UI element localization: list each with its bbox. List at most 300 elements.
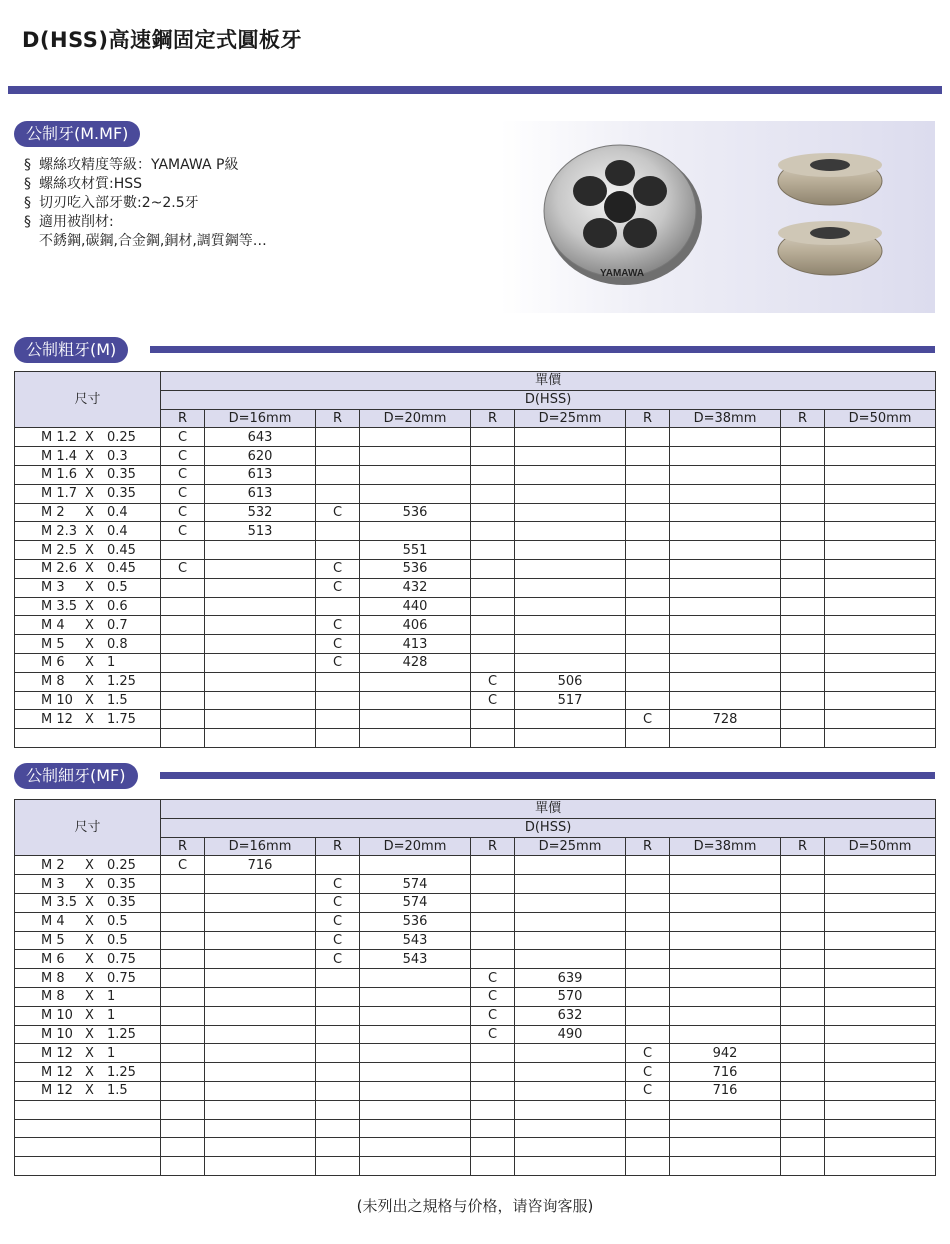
times-symbol: X — [85, 542, 94, 558]
price-cell: 543 — [360, 950, 471, 969]
size-cell — [15, 578, 161, 597]
r-cell — [626, 1006, 670, 1025]
price-cell — [205, 616, 316, 635]
price-cell: 942 — [670, 1044, 781, 1063]
r-cell — [161, 969, 205, 988]
diameter-header: D=16mm — [205, 837, 316, 856]
r-cell: C — [316, 559, 360, 578]
price-cell — [825, 522, 936, 541]
section-line-coarse — [150, 346, 935, 353]
r-cell — [626, 969, 670, 988]
price-cell: 639 — [515, 969, 626, 988]
unit-price-header: 單價 — [161, 800, 936, 819]
price-cell — [515, 578, 626, 597]
thread-size: M 2.3 — [41, 523, 78, 539]
size-cell — [15, 1119, 161, 1138]
size-cell — [15, 503, 161, 522]
r-cell: C — [316, 503, 360, 522]
r-cell — [471, 1100, 515, 1119]
coarse-price-table — [14, 371, 936, 748]
price-cell — [670, 635, 781, 654]
size-cell — [15, 729, 161, 748]
r-cell — [626, 987, 670, 1006]
r-cell — [471, 428, 515, 447]
price-cell — [205, 597, 316, 616]
table-row — [15, 447, 936, 466]
thread-size: M 2 — [41, 857, 65, 873]
r-cell — [626, 635, 670, 654]
r-cell — [626, 950, 670, 969]
r-cell — [471, 616, 515, 635]
thread-pitch: 1.25 — [107, 674, 136, 690]
price-cell — [670, 541, 781, 560]
thread-size: M 10 — [41, 1008, 73, 1024]
r-header: R — [471, 837, 515, 856]
r-header: R — [161, 837, 205, 856]
table-row — [15, 1025, 936, 1044]
r-cell — [781, 484, 825, 503]
r-cell — [471, 447, 515, 466]
price-cell — [825, 1081, 936, 1100]
table-row — [15, 541, 936, 560]
r-cell — [626, 729, 670, 748]
price-cell — [825, 1063, 936, 1082]
thread-pitch: 0.45 — [107, 542, 136, 558]
price-cell: 406 — [360, 616, 471, 635]
thread-pitch: 0.5 — [107, 914, 128, 930]
diameter-header: D=50mm — [825, 837, 936, 856]
feature-list — [24, 156, 267, 251]
r-cell — [781, 616, 825, 635]
thread-pitch: 0.5 — [107, 932, 128, 948]
diameter-header: D=25mm — [515, 837, 626, 856]
table-row — [15, 893, 936, 912]
r-cell: C — [626, 1044, 670, 1063]
price-cell — [825, 729, 936, 748]
table-row — [15, 653, 936, 672]
size-cell — [15, 875, 161, 894]
r-cell — [781, 428, 825, 447]
size-header: 尺寸 — [15, 372, 161, 428]
price-cell — [825, 950, 936, 969]
price-cell — [360, 856, 471, 875]
price-cell — [515, 710, 626, 729]
r-cell — [781, 465, 825, 484]
r-cell — [471, 1119, 515, 1138]
price-cell — [825, 1006, 936, 1025]
price-cell: 428 — [360, 653, 471, 672]
size-cell — [15, 522, 161, 541]
thread-size: M 6 — [41, 655, 65, 671]
r-header: R — [626, 837, 670, 856]
price-cell — [670, 597, 781, 616]
times-symbol: X — [85, 1083, 94, 1099]
r-cell — [316, 447, 360, 466]
price-cell — [205, 1119, 316, 1138]
price-cell — [360, 1081, 471, 1100]
r-cell: C — [626, 1081, 670, 1100]
r-cell — [471, 484, 515, 503]
price-cell — [825, 559, 936, 578]
r-cell — [781, 672, 825, 691]
price-cell — [515, 875, 626, 894]
times-symbol: X — [85, 674, 94, 690]
table-row — [15, 578, 936, 597]
price-cell — [670, 578, 781, 597]
r-header: R — [161, 409, 205, 428]
thread-pitch: 1.5 — [107, 692, 128, 708]
price-cell — [205, 950, 316, 969]
thread-size: M 5 — [41, 932, 65, 948]
price-cell: 536 — [360, 912, 471, 931]
price-cell: 413 — [360, 635, 471, 654]
r-cell — [161, 597, 205, 616]
r-cell — [626, 1100, 670, 1119]
r-cell — [626, 691, 670, 710]
price-cell — [205, 969, 316, 988]
price-cell — [515, 428, 626, 447]
size-cell — [15, 672, 161, 691]
price-cell: 643 — [205, 428, 316, 447]
thread-pitch: 0.4 — [107, 504, 128, 520]
die-illustration — [500, 121, 935, 313]
r-cell: C — [626, 710, 670, 729]
price-cell — [360, 522, 471, 541]
price-cell — [515, 522, 626, 541]
r-cell — [471, 465, 515, 484]
r-cell: C — [161, 559, 205, 578]
r-cell: C — [161, 465, 205, 484]
size-cell — [15, 691, 161, 710]
price-cell — [515, 635, 626, 654]
times-symbol: X — [85, 561, 94, 577]
size-cell — [15, 893, 161, 912]
price-cell — [825, 503, 936, 522]
diameter-header: D=38mm — [670, 409, 781, 428]
r-header: R — [316, 409, 360, 428]
table-row — [15, 672, 936, 691]
price-cell — [670, 856, 781, 875]
times-symbol: X — [85, 636, 94, 652]
price-cell: 543 — [360, 931, 471, 950]
r-cell — [626, 465, 670, 484]
price-cell: 716 — [205, 856, 316, 875]
thread-pitch: 1.75 — [107, 711, 136, 727]
price-cell — [360, 672, 471, 691]
r-cell — [161, 1006, 205, 1025]
price-cell — [515, 729, 626, 748]
price-cell — [515, 1081, 626, 1100]
table-row — [15, 559, 936, 578]
size-cell — [15, 1157, 161, 1176]
price-cell — [670, 1157, 781, 1176]
r-cell — [626, 559, 670, 578]
r-cell — [781, 893, 825, 912]
price-cell — [205, 635, 316, 654]
table-row — [15, 503, 936, 522]
price-cell — [515, 950, 626, 969]
thread-pitch: 0.6 — [107, 598, 128, 614]
r-cell — [626, 931, 670, 950]
r-cell — [626, 893, 670, 912]
r-cell — [316, 522, 360, 541]
price-cell — [205, 653, 316, 672]
price-cell — [205, 1100, 316, 1119]
thread-size: M 4 — [41, 617, 65, 633]
table-row — [15, 691, 936, 710]
price-cell — [670, 1119, 781, 1138]
price-cell — [670, 912, 781, 931]
r-cell — [316, 1119, 360, 1138]
thread-size: M 4 — [41, 914, 65, 930]
r-cell: C — [316, 931, 360, 950]
size-cell — [15, 447, 161, 466]
r-cell — [626, 484, 670, 503]
thread-size: M 1.2 — [41, 429, 78, 445]
price-cell — [670, 503, 781, 522]
price-cell — [670, 987, 781, 1006]
price-cell — [205, 1157, 316, 1176]
table-row — [15, 1063, 936, 1082]
footnote: (未列出之規格与价格，请咨询客服) — [356, 1197, 594, 1215]
r-cell — [161, 710, 205, 729]
price-cell: 532 — [205, 503, 316, 522]
size-cell — [15, 1081, 161, 1100]
table-row — [15, 1081, 936, 1100]
materials-text: 不銹鋼,碳鋼,合金鋼,銅材,調質鋼等… — [39, 233, 267, 249]
r-cell — [316, 672, 360, 691]
price-cell — [515, 653, 626, 672]
r-cell — [471, 503, 515, 522]
table-row — [15, 912, 936, 931]
thread-pitch: 0.5 — [107, 580, 128, 596]
r-cell — [781, 541, 825, 560]
size-header: 尺寸 — [15, 800, 161, 856]
table-row — [15, 597, 936, 616]
price-cell: 536 — [360, 559, 471, 578]
times-symbol: X — [85, 951, 94, 967]
thread-size: M 12 — [41, 1083, 73, 1099]
r-cell — [161, 931, 205, 950]
price-cell — [360, 969, 471, 988]
price-cell — [205, 578, 316, 597]
price-cell — [515, 1119, 626, 1138]
product-photo — [500, 121, 935, 313]
price-cell — [205, 541, 316, 560]
r-cell — [781, 710, 825, 729]
price-cell — [205, 893, 316, 912]
r-cell — [781, 1081, 825, 1100]
r-cell — [781, 729, 825, 748]
size-cell — [15, 1006, 161, 1025]
thread-pitch: 0.35 — [107, 876, 136, 892]
thread-pitch: 1 — [107, 655, 116, 671]
times-symbol: X — [85, 655, 94, 671]
price-cell — [670, 931, 781, 950]
fine-price-table — [14, 799, 936, 1176]
r-cell — [781, 1025, 825, 1044]
r-cell — [161, 729, 205, 748]
r-cell — [316, 484, 360, 503]
size-cell — [15, 1044, 161, 1063]
r-cell: C — [316, 635, 360, 654]
price-cell — [825, 1044, 936, 1063]
thread-pitch: 1.25 — [107, 1026, 136, 1042]
table-row — [15, 465, 936, 484]
r-cell — [781, 578, 825, 597]
price-cell — [360, 1119, 471, 1138]
price-cell — [515, 503, 626, 522]
price-cell — [670, 559, 781, 578]
thread-size: M 12 — [41, 1064, 73, 1080]
times-symbol: X — [85, 429, 94, 445]
r-cell — [471, 559, 515, 578]
price-cell — [825, 969, 936, 988]
r-cell: C — [471, 1006, 515, 1025]
price-cell — [515, 856, 626, 875]
price-cell: 574 — [360, 875, 471, 894]
r-cell — [626, 597, 670, 616]
thread-size: M 8 — [41, 970, 65, 986]
r-cell — [316, 1157, 360, 1176]
price-cell — [670, 950, 781, 969]
r-cell — [781, 1119, 825, 1138]
thread-size: M 6 — [41, 951, 65, 967]
times-symbol: X — [85, 895, 94, 911]
times-symbol: X — [85, 989, 94, 1005]
feature-item: § 適用被削材: — [24, 214, 114, 230]
times-symbol: X — [85, 486, 94, 502]
r-cell: C — [316, 616, 360, 635]
price-cell — [360, 1157, 471, 1176]
price-cell — [205, 559, 316, 578]
price-cell — [670, 1025, 781, 1044]
size-cell — [15, 1025, 161, 1044]
r-cell — [471, 1138, 515, 1157]
thread-pitch: 0.8 — [107, 636, 128, 652]
price-cell — [670, 616, 781, 635]
r-cell — [161, 1100, 205, 1119]
size-cell — [15, 856, 161, 875]
r-cell: C — [161, 447, 205, 466]
thread-size: M 3 — [41, 876, 65, 892]
price-cell: 613 — [205, 465, 316, 484]
price-cell: 490 — [515, 1025, 626, 1044]
table-row — [15, 1006, 936, 1025]
price-cell — [360, 710, 471, 729]
price-cell — [670, 484, 781, 503]
thread-size: M 2.5 — [41, 542, 78, 558]
price-cell — [825, 912, 936, 931]
r-cell — [161, 893, 205, 912]
r-cell — [161, 1081, 205, 1100]
material-header: D(HSS) — [161, 390, 936, 409]
price-cell — [825, 541, 936, 560]
price-cell: 536 — [360, 503, 471, 522]
r-cell — [316, 1006, 360, 1025]
thread-pitch: 0.4 — [107, 523, 128, 539]
price-cell: 574 — [360, 893, 471, 912]
thread-size: M 5 — [41, 636, 65, 652]
price-cell — [205, 1044, 316, 1063]
diameter-header: D=20mm — [360, 409, 471, 428]
r-cell — [626, 541, 670, 560]
size-cell — [15, 559, 161, 578]
price-cell — [360, 465, 471, 484]
size-cell — [15, 484, 161, 503]
r-cell — [781, 987, 825, 1006]
r-cell: C — [471, 672, 515, 691]
times-symbol: X — [85, 504, 94, 520]
r-cell — [781, 931, 825, 950]
r-cell — [781, 691, 825, 710]
r-header: R — [471, 409, 515, 428]
r-cell — [781, 950, 825, 969]
page-title: D(HSS)高速鋼固定式圓板牙 — [22, 28, 303, 52]
thread-pitch: 0.3 — [107, 448, 128, 464]
price-cell — [825, 447, 936, 466]
r-cell — [316, 1025, 360, 1044]
thread-pitch: 0.25 — [107, 857, 136, 873]
price-cell: 513 — [205, 522, 316, 541]
thread-pitch: 1 — [107, 1008, 116, 1024]
size-cell — [15, 1138, 161, 1157]
r-cell — [161, 1025, 205, 1044]
section-label-coarse: 公制粗牙(M) — [14, 337, 128, 363]
diameter-header: D=25mm — [515, 409, 626, 428]
table-row — [15, 428, 936, 447]
price-cell — [360, 987, 471, 1006]
size-cell — [15, 597, 161, 616]
table-row — [15, 710, 936, 729]
thread-pitch: 1.5 — [107, 1083, 128, 1099]
size-cell — [15, 969, 161, 988]
thread-pitch: 0.75 — [107, 970, 136, 986]
r-cell: C — [161, 522, 205, 541]
r-cell — [161, 1119, 205, 1138]
r-cell — [626, 912, 670, 931]
r-cell — [781, 447, 825, 466]
r-cell — [161, 691, 205, 710]
times-symbol: X — [85, 598, 94, 614]
times-symbol: X — [85, 448, 94, 464]
price-cell — [670, 465, 781, 484]
price-cell — [205, 1063, 316, 1082]
size-cell — [15, 616, 161, 635]
r-cell — [626, 1025, 670, 1044]
r-cell — [626, 428, 670, 447]
price-cell: 728 — [670, 710, 781, 729]
price-cell — [670, 1006, 781, 1025]
size-cell — [15, 465, 161, 484]
price-cell — [825, 710, 936, 729]
times-symbol: X — [85, 711, 94, 727]
times-symbol: X — [85, 523, 94, 539]
thread-pitch: 0.25 — [107, 429, 136, 445]
r-cell — [626, 447, 670, 466]
r-cell — [316, 1100, 360, 1119]
r-cell — [316, 1063, 360, 1082]
title-divider — [8, 86, 942, 94]
price-cell: 432 — [360, 578, 471, 597]
r-cell: C — [161, 484, 205, 503]
die-brand-text: YAMAWA — [600, 268, 645, 279]
times-symbol: X — [85, 932, 94, 948]
price-cell — [825, 635, 936, 654]
price-cell — [205, 1081, 316, 1100]
price-cell — [670, 1100, 781, 1119]
price-cell — [205, 931, 316, 950]
